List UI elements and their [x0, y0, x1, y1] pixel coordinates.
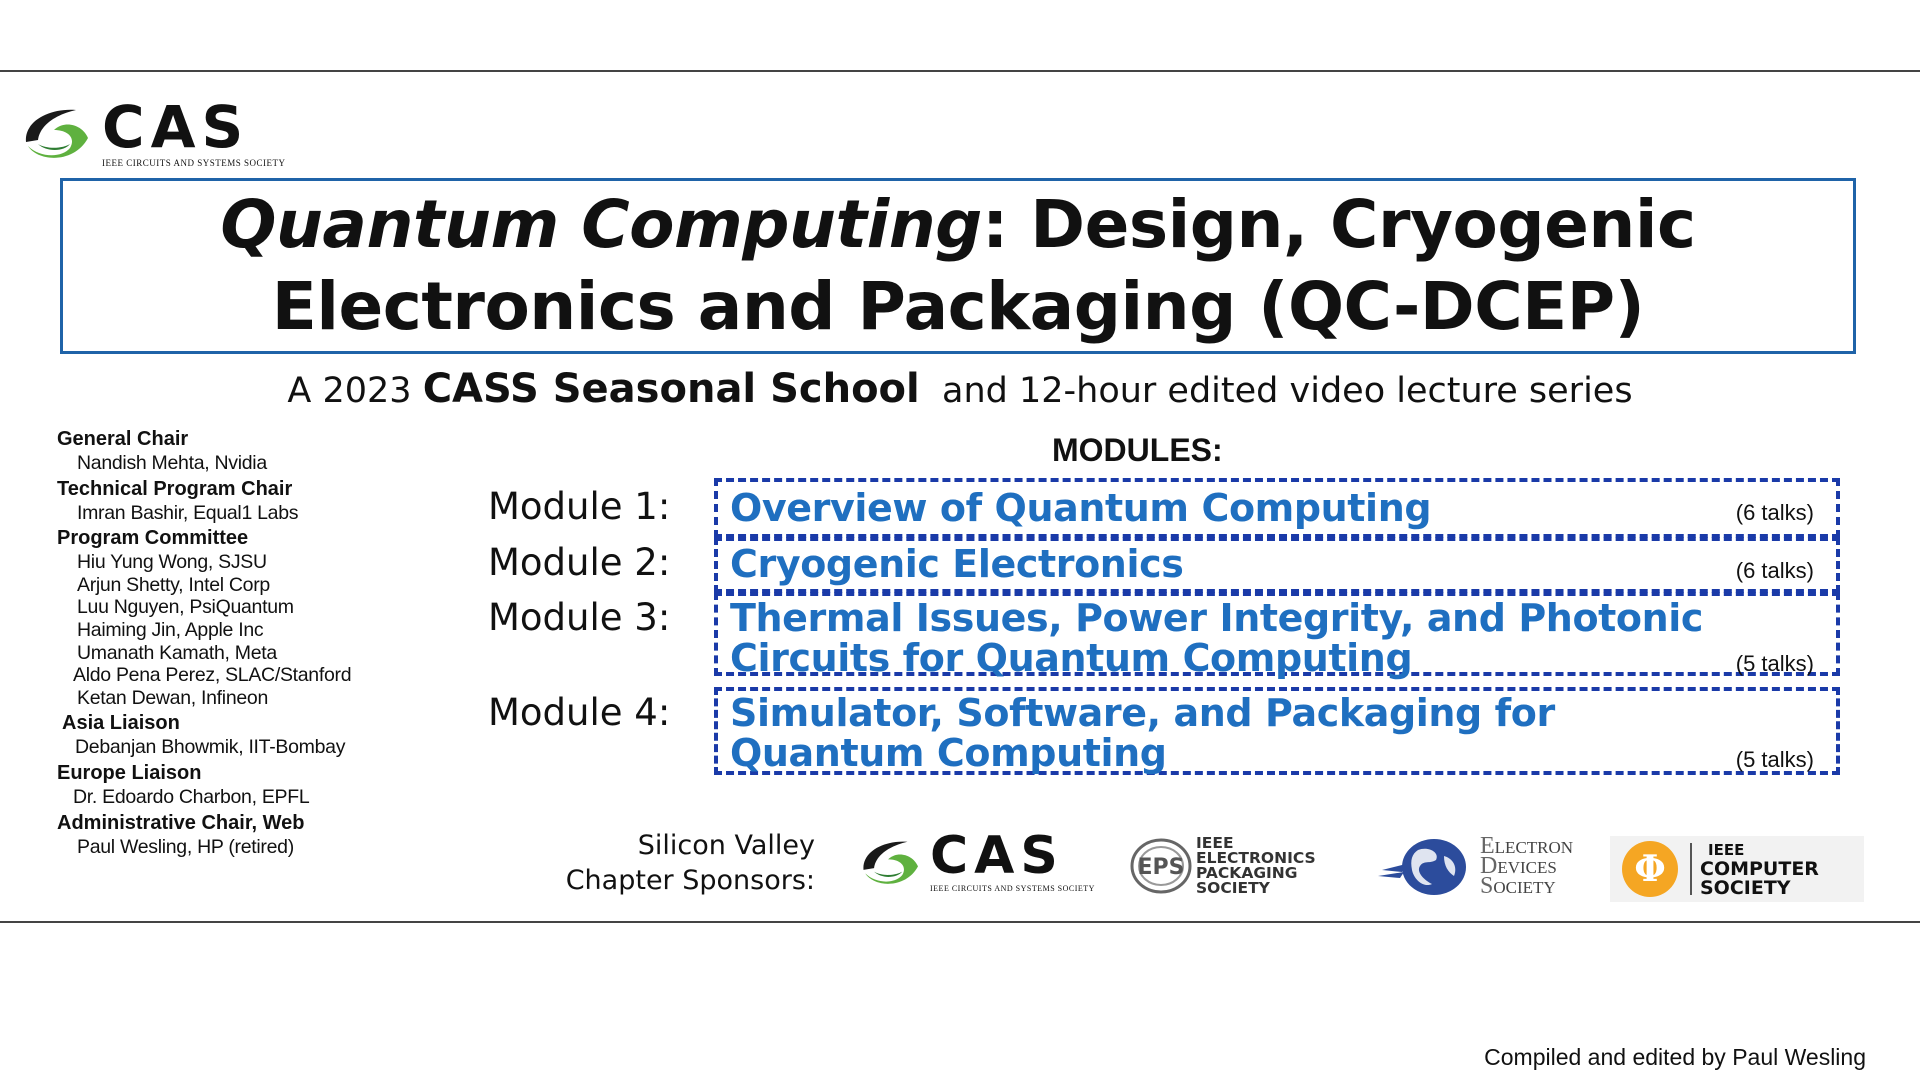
credit-text: Compiled and edited by Paul Wesling: [1484, 1044, 1866, 1070]
title-rest: : Design, Cryogenic: [981, 186, 1696, 263]
cas-swirl-icon: [856, 833, 922, 891]
committee-member: Imran Bashir, Equal1 Labs: [77, 501, 299, 524]
subtitle: [0, 366, 1920, 412]
module-talk-count: (5 talks): [1735, 651, 1814, 676]
eds-word: OCIETY: [1493, 878, 1556, 897]
module-label: Module 3:: [488, 596, 671, 639]
committee-list: [57, 428, 437, 861]
committee-member: Dr. Edoardo Charbon, EPFL: [73, 785, 310, 808]
committee-member: Haiming Jin, Apple Inc: [77, 618, 264, 641]
committee-role: Asia Liaison: [62, 712, 180, 735]
cs-line: COMPUTER: [1700, 857, 1819, 880]
committee-role: Technical Program Chair: [57, 477, 293, 500]
committee-role: Europe Liaison: [57, 761, 202, 784]
top-divider: [0, 70, 1920, 72]
module-title-link[interactable]: [730, 598, 1703, 678]
sponsors-label-line: Silicon Valley: [637, 830, 815, 861]
cas-wordmark: CAS: [102, 93, 250, 161]
cs-line: IEEE: [1708, 840, 1745, 859]
committee-group: [57, 712, 437, 759]
module-title-line: Quantum Computing: [730, 731, 1167, 775]
committee-group: [57, 478, 437, 525]
module-label: Module 2:: [488, 541, 671, 584]
cas-tagline: IEEE CIRCUITS AND SYSTEMS SOCIETY: [102, 158, 286, 168]
title-italic: Quantum Computing: [220, 186, 982, 263]
committee-member: Debanjan Bhowmik, IIT-Bombay: [75, 736, 346, 759]
subtitle-prefix: A 2023: [287, 371, 423, 411]
eds-initial: S: [1480, 873, 1494, 899]
subtitle-suffix: and 12-hour edited video lecture series: [919, 371, 1633, 411]
committee-member: Hiu Yung Wong, SJSU: [77, 551, 267, 574]
eps-line: SOCIETY: [1196, 879, 1270, 897]
committee-member: Nandish Mehta, Nvidia: [77, 452, 267, 474]
module-talk-count: (6 talks): [1735, 558, 1814, 583]
cas-wordmark: CAS: [930, 826, 1064, 886]
committee-member: Paul Wesling, HP (retired): [77, 835, 294, 858]
title-box: [60, 178, 1856, 354]
eds-word: EVICES: [1497, 858, 1557, 877]
eps-abbr: EPS: [1137, 855, 1185, 880]
committee-group: [57, 527, 437, 709]
module-title-line: Circuits for Quantum Computing: [730, 636, 1413, 680]
phi-icon: [1614, 838, 1686, 900]
committee-role: General Chair: [57, 428, 189, 450]
module-box[interactable]: [714, 592, 1840, 680]
eps-line: IEEE: [1196, 834, 1234, 852]
module-box[interactable]: [714, 687, 1840, 775]
module-title-link[interactable]: Cryogenic Electronics: [730, 542, 1184, 586]
module-box[interactable]: [714, 537, 1840, 593]
computer-society-logo: [1610, 836, 1864, 902]
module-title-link[interactable]: [730, 693, 1555, 773]
title-line-1: [220, 184, 1695, 266]
committee-member: Umanath Kamath, Meta: [77, 641, 277, 664]
subtitle-bold: CASS Seasonal School: [422, 366, 920, 412]
eps-line: ELECTRONICS: [1196, 849, 1316, 867]
module-title-link[interactable]: Overview of Quantum Computing: [730, 486, 1432, 530]
globe-icon: [1378, 836, 1476, 898]
eds-initial: D: [1480, 853, 1498, 879]
committee-member: Aldo Pena Perez, SLAC/Stanford: [73, 664, 352, 687]
module-label: Module 1:: [488, 485, 671, 528]
modules-heading: MODULES:: [1052, 432, 1223, 468]
eds-initial: E: [1480, 833, 1495, 859]
committee-member: Ketan Dewan, Infineon: [77, 686, 269, 709]
committee-group: [57, 812, 437, 859]
sponsors-label: [500, 828, 815, 898]
module-box[interactable]: [714, 478, 1840, 538]
bottom-divider: [0, 921, 1920, 923]
eps-logo: [1130, 836, 1316, 896]
eps-emblem-icon: [1130, 837, 1192, 895]
cas-tagline: IEEE CIRCUITS AND SYSTEMS SOCIETY: [930, 884, 1095, 893]
module-label: Module 4:: [488, 691, 671, 734]
committee-member: Arjun Shetty, Intel Corp: [77, 573, 270, 596]
cs-divider: [1690, 843, 1692, 895]
committee-group: [57, 428, 437, 475]
cas-swirl-icon: [18, 100, 92, 166]
module-title-line: Simulator, Software, and Packaging for: [730, 691, 1555, 735]
phi-symbol: Φ: [1634, 848, 1666, 890]
sponsors-label-line: Chapter Sponsors:: [565, 865, 815, 896]
eds-word: LECTRON: [1494, 838, 1574, 857]
eps-text: [1196, 836, 1316, 896]
cas-sponsor-logo: [856, 826, 1095, 893]
cs-line: SOCIETY: [1700, 876, 1791, 899]
cs-text: [1700, 841, 1819, 898]
eps-line: PACKAGING: [1196, 864, 1298, 882]
title-line-2: Electronics and Packaging (QC-DCEP): [271, 268, 1645, 345]
eds-logo: [1378, 833, 1574, 899]
module-talk-count: (6 talks): [1735, 500, 1814, 525]
committee-role: Administrative Chair, Web: [57, 811, 305, 834]
committee-group: [57, 762, 437, 809]
committee-role: Program Committee: [57, 527, 249, 550]
eds-text: [1480, 833, 1574, 899]
committee-member: Luu Nguyen, PsiQuantum: [77, 596, 294, 619]
module-title-line: Thermal Issues, Power Integrity, and Photonic: [730, 596, 1704, 640]
module-talk-count: (5 talks): [1735, 747, 1814, 772]
cas-logo: [18, 93, 286, 168]
